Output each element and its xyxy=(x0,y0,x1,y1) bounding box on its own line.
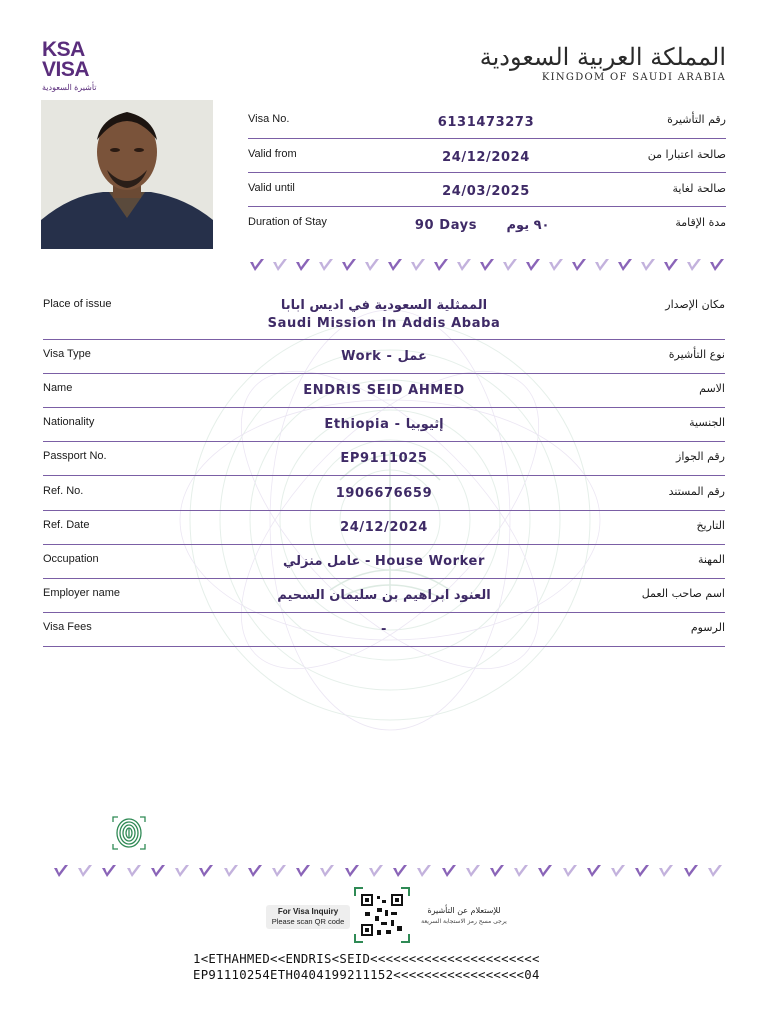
checkmark-icon xyxy=(294,862,312,880)
field-label: Visa Fees xyxy=(43,621,92,633)
logo-line-1: KSA xyxy=(42,38,85,61)
field-value: 24/12/2024 xyxy=(442,150,530,165)
field-row xyxy=(43,485,725,511)
checkmark-icon xyxy=(706,862,724,880)
checkmark-icon xyxy=(536,862,554,880)
field-row xyxy=(43,416,725,442)
field-label: Duration of Stay xyxy=(248,216,327,228)
divider xyxy=(43,646,725,647)
field-label-ar: رقم المستند xyxy=(668,485,725,498)
divider xyxy=(43,441,725,442)
divider xyxy=(43,510,725,511)
kingdom-header xyxy=(480,42,726,83)
field-label-ar: الاسم xyxy=(699,382,725,395)
field-row xyxy=(43,553,725,579)
checkmark-icon xyxy=(561,862,579,880)
checkmark-icon xyxy=(585,862,603,880)
field-label-ar: المهنة xyxy=(697,553,725,566)
field-label-ar: التاريخ xyxy=(696,519,725,532)
field-value: - xyxy=(381,622,387,637)
checkmark-icon xyxy=(391,862,409,880)
checkmark-icon xyxy=(616,256,634,274)
checkmark-icon xyxy=(318,862,336,880)
fingerprint-icon xyxy=(109,813,149,853)
checkmark-icon xyxy=(246,862,264,880)
ksa-visa-logo xyxy=(42,40,112,92)
field-label: Visa No. xyxy=(248,113,290,125)
field-row xyxy=(43,450,725,476)
inquiry-en-sub: Please scan QR code xyxy=(271,917,345,926)
field-value: 90 Days xyxy=(414,218,478,233)
field-label-ar: مدة الإقامة xyxy=(675,216,726,229)
checkmark-icon xyxy=(415,862,433,880)
checkmark-icon xyxy=(317,256,335,274)
field-duration xyxy=(248,216,726,242)
logo-arabic: تأشيرة السعودية xyxy=(42,83,97,92)
divider xyxy=(43,612,725,613)
checkmark-icon xyxy=(248,256,266,274)
checkmark-icon xyxy=(173,862,191,880)
field-label-ar: صالحة لغاية xyxy=(672,182,726,195)
divider xyxy=(43,475,725,476)
checkmark-icon xyxy=(609,862,627,880)
checkmark-icon xyxy=(657,862,675,880)
field-label-ar: الجنسية xyxy=(689,416,725,429)
checkmark-icon xyxy=(149,862,167,880)
checkmark-icon xyxy=(271,256,289,274)
checkmark-icon xyxy=(294,256,312,274)
field-row xyxy=(43,621,725,647)
qr-code-icon[interactable] xyxy=(353,886,411,944)
field-label: Place of issue xyxy=(43,298,112,310)
checkmark-icon xyxy=(547,256,565,274)
holder-photo xyxy=(41,100,213,249)
kingdom-arabic-title: المملكة العربية السعودية xyxy=(479,43,726,71)
field-value-en: Saudi Mission In Addis Ababa xyxy=(267,316,501,331)
checkmark-icon xyxy=(76,862,94,880)
field-label-ar: نوع التأشيرة xyxy=(668,348,725,361)
inquiry-ar-sub: يرجى مسح رمز الاستجابة السريعة xyxy=(421,918,507,925)
checkmark-icon xyxy=(222,862,240,880)
field-label: Valid until xyxy=(248,182,295,194)
field-value: 1906676659 xyxy=(335,486,433,501)
machine-readable-zone xyxy=(193,951,540,983)
field-valid-until xyxy=(248,182,726,208)
divider xyxy=(43,578,725,579)
checkmark-icon xyxy=(455,256,473,274)
checkmark-icon xyxy=(363,256,381,274)
checkmark-icon xyxy=(440,862,458,880)
field-value-ar: ٩٠ يوم xyxy=(506,218,550,233)
checkmark-icon xyxy=(340,256,358,274)
field-value: Ethiopia - إثيوبيا xyxy=(324,417,444,432)
inquiry-en-title: For Visa Inquiry xyxy=(277,907,339,916)
inquiry-ar-title: للإستعلام عن التأشيرة xyxy=(427,906,501,915)
checkmark-icon xyxy=(570,256,588,274)
field-label-ar: الرسوم xyxy=(690,621,725,634)
field-value: العنود ابراهيم بن سليمان السحيم xyxy=(277,588,491,603)
checkmark-icon xyxy=(270,862,288,880)
field-value: Work - عمل xyxy=(341,349,427,364)
checkmark-icon xyxy=(125,862,143,880)
field-value: 24/03/2025 xyxy=(442,184,530,199)
field-value: ENDRIS SEID AHMED xyxy=(303,383,465,398)
mrz-line-1: 1<ETHAHMED<<ENDRIS<SEID<<<<<<<<<<<<<<<<<<<<<< xyxy=(193,952,540,966)
field-label: Visa Type xyxy=(43,348,91,360)
checkmark-icon xyxy=(432,256,450,274)
divider xyxy=(248,172,726,173)
field-label: Name xyxy=(43,382,73,394)
checkmark-band-bottom xyxy=(52,862,724,884)
field-label: Valid from xyxy=(248,148,297,160)
divider xyxy=(43,339,725,340)
checkmark-icon xyxy=(512,862,530,880)
field-row xyxy=(43,348,725,374)
checkmark-icon xyxy=(662,256,680,274)
field-value: 24/12/2024 xyxy=(340,520,428,535)
field-label: Ref. No. xyxy=(43,485,84,497)
checkmark-icon xyxy=(488,862,506,880)
kingdom-english-title: KINGDOM OF SAUDI ARABIA xyxy=(541,72,726,83)
divider xyxy=(43,373,725,374)
visa-inquiry-en xyxy=(266,905,350,929)
field-label: Passport No. xyxy=(43,450,107,462)
divider xyxy=(248,206,726,207)
divider xyxy=(43,544,725,545)
checkmark-band-top xyxy=(248,256,726,278)
field-visa-no xyxy=(248,113,726,139)
field-value-ar: الممثلية السعودية في اديس ابابا xyxy=(280,298,488,313)
checkmark-icon xyxy=(478,256,496,274)
field-label: Employer name xyxy=(43,587,121,599)
field-row xyxy=(43,587,725,613)
visa-inquiry-ar xyxy=(414,905,514,929)
checkmark-icon xyxy=(464,862,482,880)
checkmark-icon xyxy=(197,862,215,880)
checkmark-icon xyxy=(52,862,70,880)
checkmark-icon xyxy=(708,256,726,274)
checkmark-icon xyxy=(501,256,519,274)
logo-line-2: VISA xyxy=(42,58,90,81)
checkmark-icon xyxy=(682,862,700,880)
divider xyxy=(248,138,726,139)
checkmark-icon xyxy=(593,256,611,274)
checkmark-icon xyxy=(685,256,703,274)
field-value: EP9111025 xyxy=(340,451,428,466)
mrz-line-2: EP91110254ETH0404199211152<<<<<<<<<<<<<<<<<04 xyxy=(193,968,540,982)
field-label-ar: رقم التأشيرة xyxy=(667,113,726,126)
checkmark-icon xyxy=(524,256,542,274)
field-row xyxy=(43,519,725,545)
field-label: Nationality xyxy=(43,416,95,428)
checkmark-icon xyxy=(367,862,385,880)
field-label-ar: اسم صاحب العمل xyxy=(641,587,725,600)
field-value: 6131473273 xyxy=(437,115,535,130)
field-label-ar: مكان الإصدار xyxy=(665,298,725,311)
field-label: Occupation xyxy=(43,553,99,565)
field-valid-from xyxy=(248,148,726,174)
field-label: Ref. Date xyxy=(43,519,90,531)
field-row xyxy=(43,382,725,408)
field-place-of-issue xyxy=(43,298,725,340)
checkmark-icon xyxy=(639,256,657,274)
field-label-ar: صالحة اعتبارا من xyxy=(647,148,726,161)
checkmark-icon xyxy=(100,862,118,880)
field-label-ar: رقم الجواز xyxy=(676,450,725,463)
checkmark-icon xyxy=(343,862,361,880)
field-value: عامل منزلي - House Worker xyxy=(283,554,485,569)
checkmark-icon xyxy=(409,256,427,274)
checkmark-icon xyxy=(633,862,651,880)
checkmark-icon xyxy=(386,256,404,274)
divider xyxy=(43,407,725,408)
